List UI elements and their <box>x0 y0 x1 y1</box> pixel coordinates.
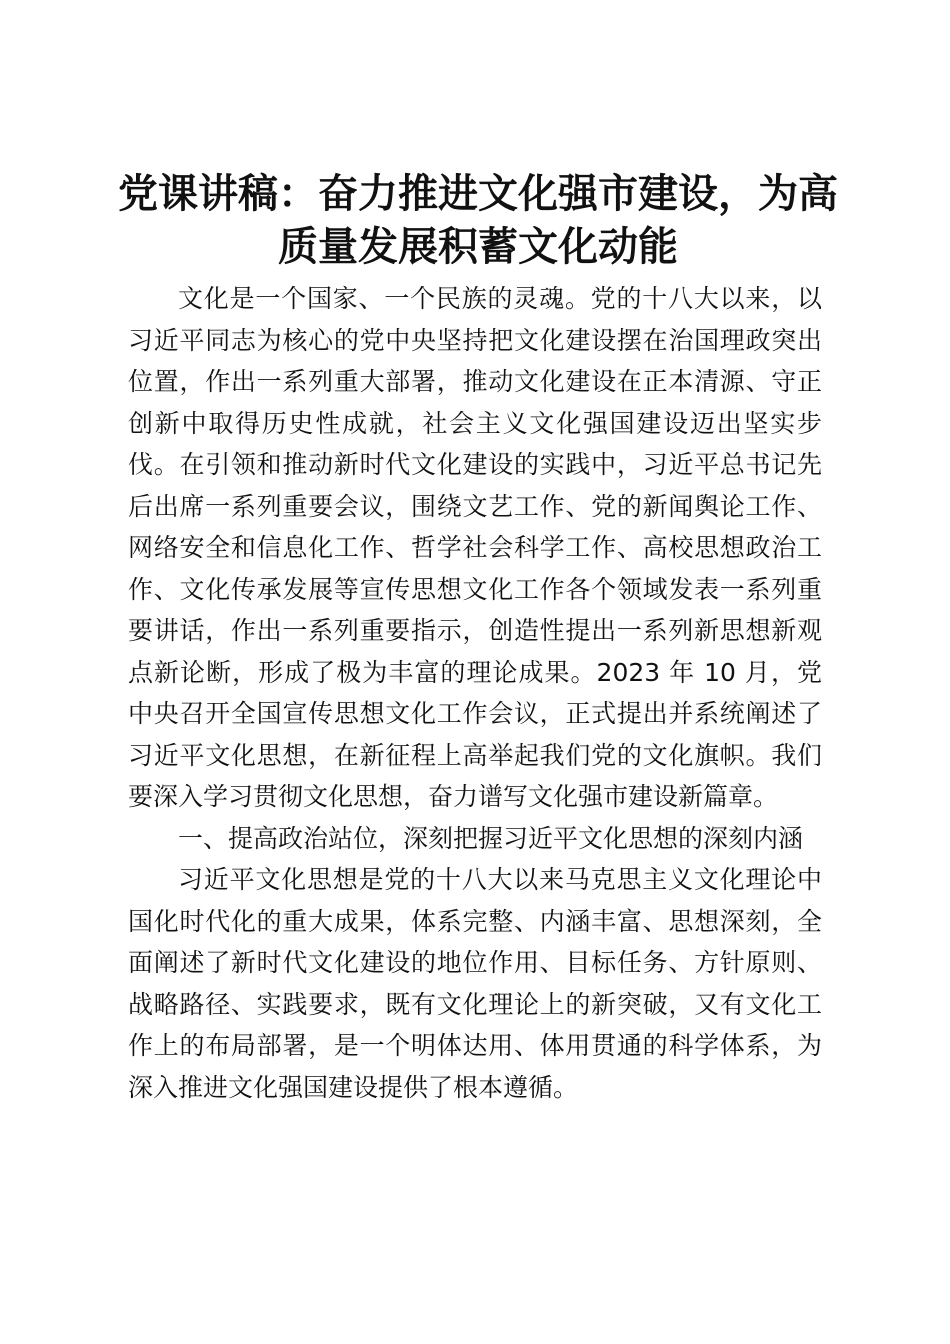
paragraph-section-1: 习近平文化思想是党的十八大以来马克思主义文化理论中国化时代化的重大成果，体系完整、内涵丰富、思想深刻，全面阐述了新时代文化建设的地位作用、目标任务、方针原则、战略路径、实践要求，既有文化理论上的新突破，又有文化工作上的布局部署，是一个明体达用、体用贯通的科学体系，为深入推进文化强国建设提供了根本遵循。 <box>128 865 822 1102</box>
document-title: 党课讲稿：奋力推进文化强市建设，为高质量发展积蓄文化动能 <box>118 171 838 270</box>
document-body <box>128 278 822 1108</box>
section-heading-1: 一、提高政治站位，深刻把握习近平文化思想的深刻内涵 <box>178 823 804 853</box>
paragraph-intro: 文化是一个国家、一个民族的灵魂。党的十八大以来，以习近平同志为核心的党中央坚持把文化建设摆在治国理政突出位置，作出一系列重大部署，推动文化建设在正本清源、守正创新中取得历史性成就，社会主义文化强国建设迈出坚实步伐。在引领和推动新时代文化建设的实践中，习近平总书记先后出席一系列重要会议，围绕文艺工作、党的新闻舆论工作、网络安全和信息化工作、哲学社会科学工作、高校思想政治工作、文化传承发展等宣传思想文化工作各个领域发表一系列重要讲话，作出一系列重要指示，创造性提出一系列新思想新观点新论断，形成了极为丰富的理论成果。2023 年 10 月，党中央召开全国宣传思想文化工作会议，正式提出并系统阐述了习近平文化思想，在新征程上高举起我们党的文化旗帜。我们要深入学习贯彻文化思想，奋力谱写文化强市建设新篇章。 <box>128 284 822 811</box>
